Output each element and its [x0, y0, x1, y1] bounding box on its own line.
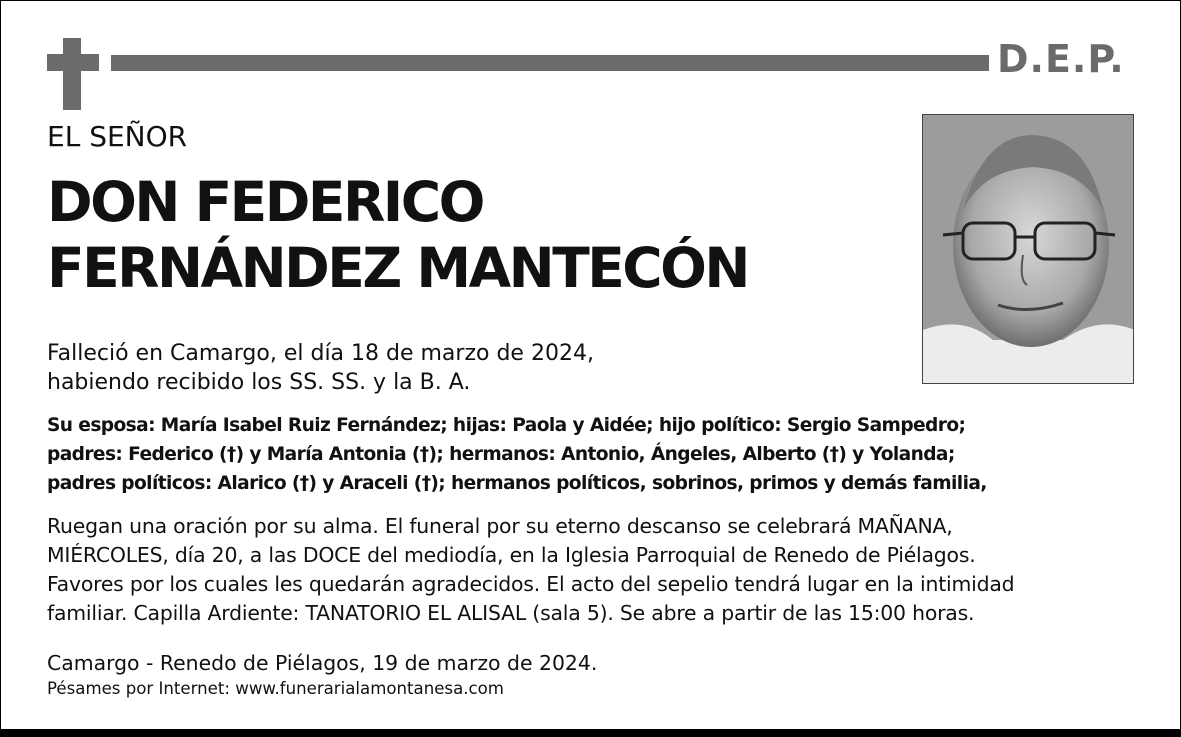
deceased-name — [47, 169, 748, 301]
death-line: Falleció en Camargo, el día 18 de marzo de 2024, — [47, 341, 594, 366]
portrait-photo — [922, 114, 1134, 384]
family-list — [47, 411, 1167, 498]
death-line: habiendo recibido los SS. SS. y la B. A. — [47, 370, 471, 395]
funeral-line: Ruegan una oración por su alma. El funeral por su eterno descanso se celebrará MAÑANA, — [47, 514, 953, 538]
header-rule — [111, 55, 989, 71]
condolences-web: Pésames por Internet: www.funerarialamontanesa.com — [47, 679, 504, 698]
funeral-line: Favores por los cuales les quedarán agradecidos. El acto del sepelio tendrá lugar en la intimidad — [47, 572, 1015, 596]
family-line: padres políticos: Alarico (†) y Araceli (†); hermanos políticos, sobrinos, primos y demás familia, — [47, 473, 987, 494]
dep-label: D.E.P. — [997, 37, 1125, 81]
funeral-line: familiar. Capilla Ardiente: TANATORIO EL ALISAL (sala 5). Se abre a partir de las 15:00 horas. — [47, 601, 975, 625]
family-line: Su esposa: María Isabel Ruiz Fernández; hijas: Paola y Aidée; hijo político: Sergio Sampedro; — [47, 415, 966, 436]
name-line-1: DON FEDERICO — [47, 170, 483, 234]
name-line-2: FERNÁNDEZ MANTECÓN — [47, 236, 748, 300]
cross-icon — [47, 38, 99, 110]
intro-label: EL SEÑOR — [47, 120, 188, 153]
death-info — [47, 339, 907, 397]
funeral-info — [47, 512, 1167, 628]
place-date: Camargo - Renedo de Piélagos, 19 de marzo de 2024. — [47, 651, 598, 675]
funeral-line: MIÉRCOLES, día 20, a las DOCE del mediodía, en la Iglesia Parroquial de Renedo de Piélagos. — [47, 543, 976, 567]
family-line: padres: Federico (†) y María Antonia (†); hermanos: Antonio, Ángeles, Alberto (†) y Yolanda; — [47, 444, 955, 465]
